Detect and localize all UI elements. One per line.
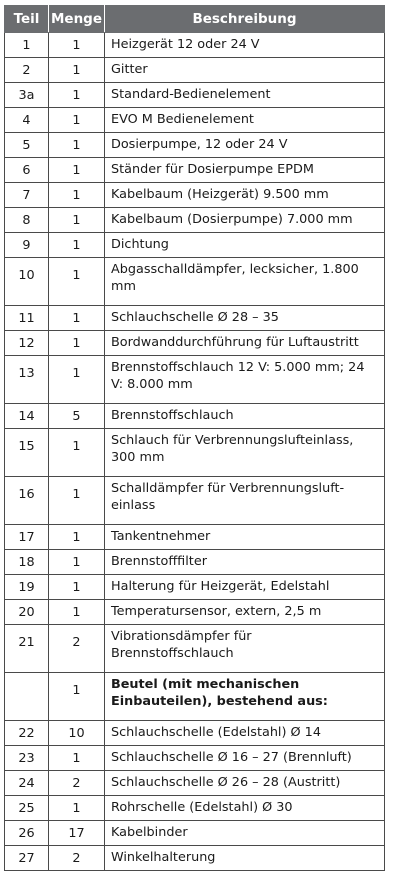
cell-menge: 1 [49,258,105,306]
table-row [5,575,385,600]
cell-beschreibung: Brennstoffschlauch 12 V: 5.000 mm; 24 V: 8.000 mm [105,356,385,404]
cell-menge: 1 [49,233,105,258]
cell-menge: 1 [49,58,105,83]
cell-teil: 16 [5,477,49,525]
table-row [5,83,385,108]
cell-beschreibung: Brennstofffilter [105,550,385,575]
cell-teil [5,673,49,721]
cell-beschreibung: Schlauchschelle Ø 26 – 28 (Austritt) [105,771,385,796]
table-header [5,6,385,33]
cell-menge: 1 [49,306,105,331]
table-row [5,600,385,625]
cell-menge: 1 [49,183,105,208]
table-row [5,429,385,477]
table-row [5,331,385,356]
cell-beschreibung: Rohrschelle (Edelstahl) Ø 30 [105,796,385,821]
cell-teil: 22 [5,721,49,746]
column-header-teil: Teil [5,6,49,33]
cell-beschreibung: Gitter [105,58,385,83]
cell-menge: 2 [49,846,105,871]
column-header-menge: Menge [49,6,105,33]
cell-beschreibung: Halterung für Heizgerät, Edelstahl [105,575,385,600]
cell-teil: 26 [5,821,49,846]
cell-beschreibung: Schlauchschelle (Edelstahl) Ø 14 [105,721,385,746]
cell-menge: 2 [49,625,105,673]
cell-menge: 1 [49,108,105,133]
cell-menge: 1 [49,356,105,404]
table-row-group-heading [5,673,385,721]
table-row [5,183,385,208]
cell-menge: 1 [49,600,105,625]
table-row [5,746,385,771]
table-row [5,133,385,158]
cell-menge: 1 [49,208,105,233]
cell-menge: 1 [49,746,105,771]
cell-teil: 17 [5,525,49,550]
table-row [5,846,385,871]
cell-menge: 1 [49,525,105,550]
cell-teil: 5 [5,133,49,158]
cell-teil: 7 [5,183,49,208]
table-row [5,796,385,821]
cell-menge: 5 [49,404,105,429]
cell-beschreibung: Bordwanddurchführung für Luftaustritt [105,331,385,356]
cell-menge: 1 [49,575,105,600]
table-row [5,721,385,746]
cell-teil: 6 [5,158,49,183]
cell-menge: 17 [49,821,105,846]
cell-teil: 21 [5,625,49,673]
table-row [5,356,385,404]
cell-teil: 18 [5,550,49,575]
cell-teil: 9 [5,233,49,258]
cell-teil: 19 [5,575,49,600]
cell-teil: 12 [5,331,49,356]
cell-menge: 2 [49,771,105,796]
cell-beschreibung: Winkelhalterung [105,846,385,871]
cell-teil: 14 [5,404,49,429]
cell-beschreibung: Kabelbinder [105,821,385,846]
cell-menge: 1 [49,796,105,821]
cell-teil: 1 [5,33,49,58]
column-header-beschreibung: Beschreibung [105,6,385,33]
cell-teil: 27 [5,846,49,871]
table-row [5,306,385,331]
cell-beschreibung: Schlauch für Verbrennungslufteinlass, 300 mm [105,429,385,477]
cell-menge: 1 [49,158,105,183]
cell-teil: 2 [5,58,49,83]
cell-beschreibung: Schlauchschelle Ø 28 – 35 [105,306,385,331]
cell-teil: 15 [5,429,49,477]
cell-teil: 13 [5,356,49,404]
cell-beschreibung: Dosierpumpe, 12 oder 24 V [105,133,385,158]
cell-teil: 11 [5,306,49,331]
table-row [5,208,385,233]
cell-teil: 10 [5,258,49,306]
cell-teil: 20 [5,600,49,625]
cell-menge: 1 [49,133,105,158]
cell-menge: 1 [49,673,105,721]
cell-beschreibung: Temperatursensor, extern, 2,5 m [105,600,385,625]
cell-teil: 8 [5,208,49,233]
cell-menge: 1 [49,331,105,356]
table-row [5,525,385,550]
table-row [5,550,385,575]
cell-menge: 10 [49,721,105,746]
cell-menge: 1 [49,477,105,525]
table-row [5,233,385,258]
cell-teil: 23 [5,746,49,771]
table-row [5,404,385,429]
table-row [5,158,385,183]
cell-menge: 1 [49,429,105,477]
cell-beschreibung: Dichtung [105,233,385,258]
cell-beschreibung: Heizgerät 12 oder 24 V [105,33,385,58]
parts-table [4,5,385,871]
cell-beschreibung: Standard-Bedienelement [105,83,385,108]
table-row [5,625,385,673]
cell-menge: 1 [49,33,105,58]
cell-beschreibung: Schalldämpfer für Verbrennungsluft-einlass [105,477,385,525]
cell-beschreibung: Ständer für Dosierpumpe EPDM [105,158,385,183]
cell-menge: 1 [49,550,105,575]
cell-teil: 24 [5,771,49,796]
cell-teil: 3a [5,83,49,108]
cell-beschreibung: Vibrationsdämpfer für Brennstoffschlauch [105,625,385,673]
cell-beschreibung: Kabelbaum (Dosierpumpe) 7.000 mm [105,208,385,233]
cell-teil: 4 [5,108,49,133]
cell-beschreibung: Kabelbaum (Heizgerät) 9.500 mm [105,183,385,208]
cell-beschreibung: EVO M Bedienelement [105,108,385,133]
table-row [5,33,385,58]
table-body [5,33,385,871]
cell-beschreibung: Schlauchschelle Ø 16 – 27 (Brennluft) [105,746,385,771]
table-row [5,258,385,306]
table-row [5,821,385,846]
cell-menge: 1 [49,83,105,108]
cell-beschreibung: Abgasschalldämpfer, lecksicher, 1.800 mm [105,258,385,306]
table-row [5,477,385,525]
table-row [5,58,385,83]
table-row [5,108,385,133]
parts-list [4,5,384,871]
cell-beschreibung: Beutel (mit mechanischen Einbauteilen), bestehend aus: [105,673,385,721]
table-row [5,771,385,796]
cell-beschreibung: Tankentnehmer [105,525,385,550]
cell-beschreibung: Brennstoffschlauch [105,404,385,429]
cell-teil: 25 [5,796,49,821]
